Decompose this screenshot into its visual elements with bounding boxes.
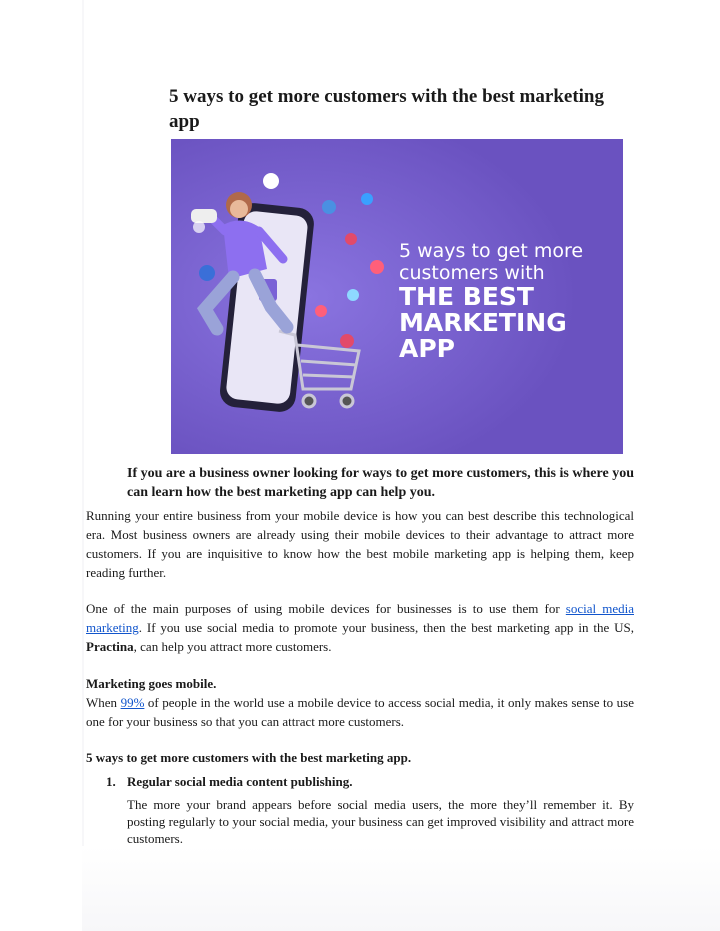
paragraph-99-percent	[86, 693, 634, 731]
list-item-1-heading	[106, 772, 634, 791]
ninety-nine-percent-link[interactable]: 99%	[120, 695, 145, 710]
p2-text-after: , can help you attract more customers.	[133, 639, 332, 654]
p2-text-middle: . If you use social media to promote your business, then the best marketing app in the US,	[138, 620, 634, 635]
hero-line-4: MARKETING	[399, 308, 567, 337]
p2-text-before: One of the main purposes of using mobile devices for businesses is to use them for	[86, 601, 566, 616]
page-edge-shade	[82, 0, 84, 931]
list-item-1-body: The more your brand appears before social media users, the more they’ll remember it. By posting regularly to your social media, your business can get improved visibility and attract more customers.	[127, 797, 634, 846]
hero-line-1: 5 ways to get more	[399, 240, 584, 262]
hero-image	[171, 139, 623, 454]
hero-line-3: THE BEST	[399, 282, 534, 311]
list-item-title: Regular social media content publishing.	[127, 774, 353, 789]
hero-line-5: APP	[399, 334, 455, 363]
paragraph-main-purposes	[86, 599, 634, 656]
p3-text-before: When	[86, 695, 121, 710]
hero-line-2: customers with	[399, 262, 545, 284]
social-media-marketing-link[interactable]: social media marketing	[86, 601, 634, 635]
p3-text-after: of people in the world use a mobile device to access social media, it only makes sense to use one for your business so that you can attract more customers.	[86, 695, 634, 729]
practina-brand: Practina	[86, 639, 134, 654]
heading-5-ways: 5 ways to get more customers with the best marketing app.	[86, 750, 412, 765]
paragraph-running-business: Running your entire business from your mobile device is how you can best describe this technological era. Most business owners are already using their mobile devices to their advantage to attract more customers. If you are inquisitive to know how the best mobile marketing app is helping them, keep reading further.	[86, 508, 634, 580]
document-title: 5 ways to get more customers with the best marketing app	[169, 86, 604, 132]
heading-marketing-goes-mobile: Marketing goes mobile.	[86, 676, 217, 691]
page-bottom-fade	[82, 846, 720, 931]
list-item-number: 1.	[106, 774, 116, 789]
intro-paragraph: If you are a business owner looking for ways to get more customers, this is where you can learn how the best marketing app can help you.	[127, 466, 634, 500]
